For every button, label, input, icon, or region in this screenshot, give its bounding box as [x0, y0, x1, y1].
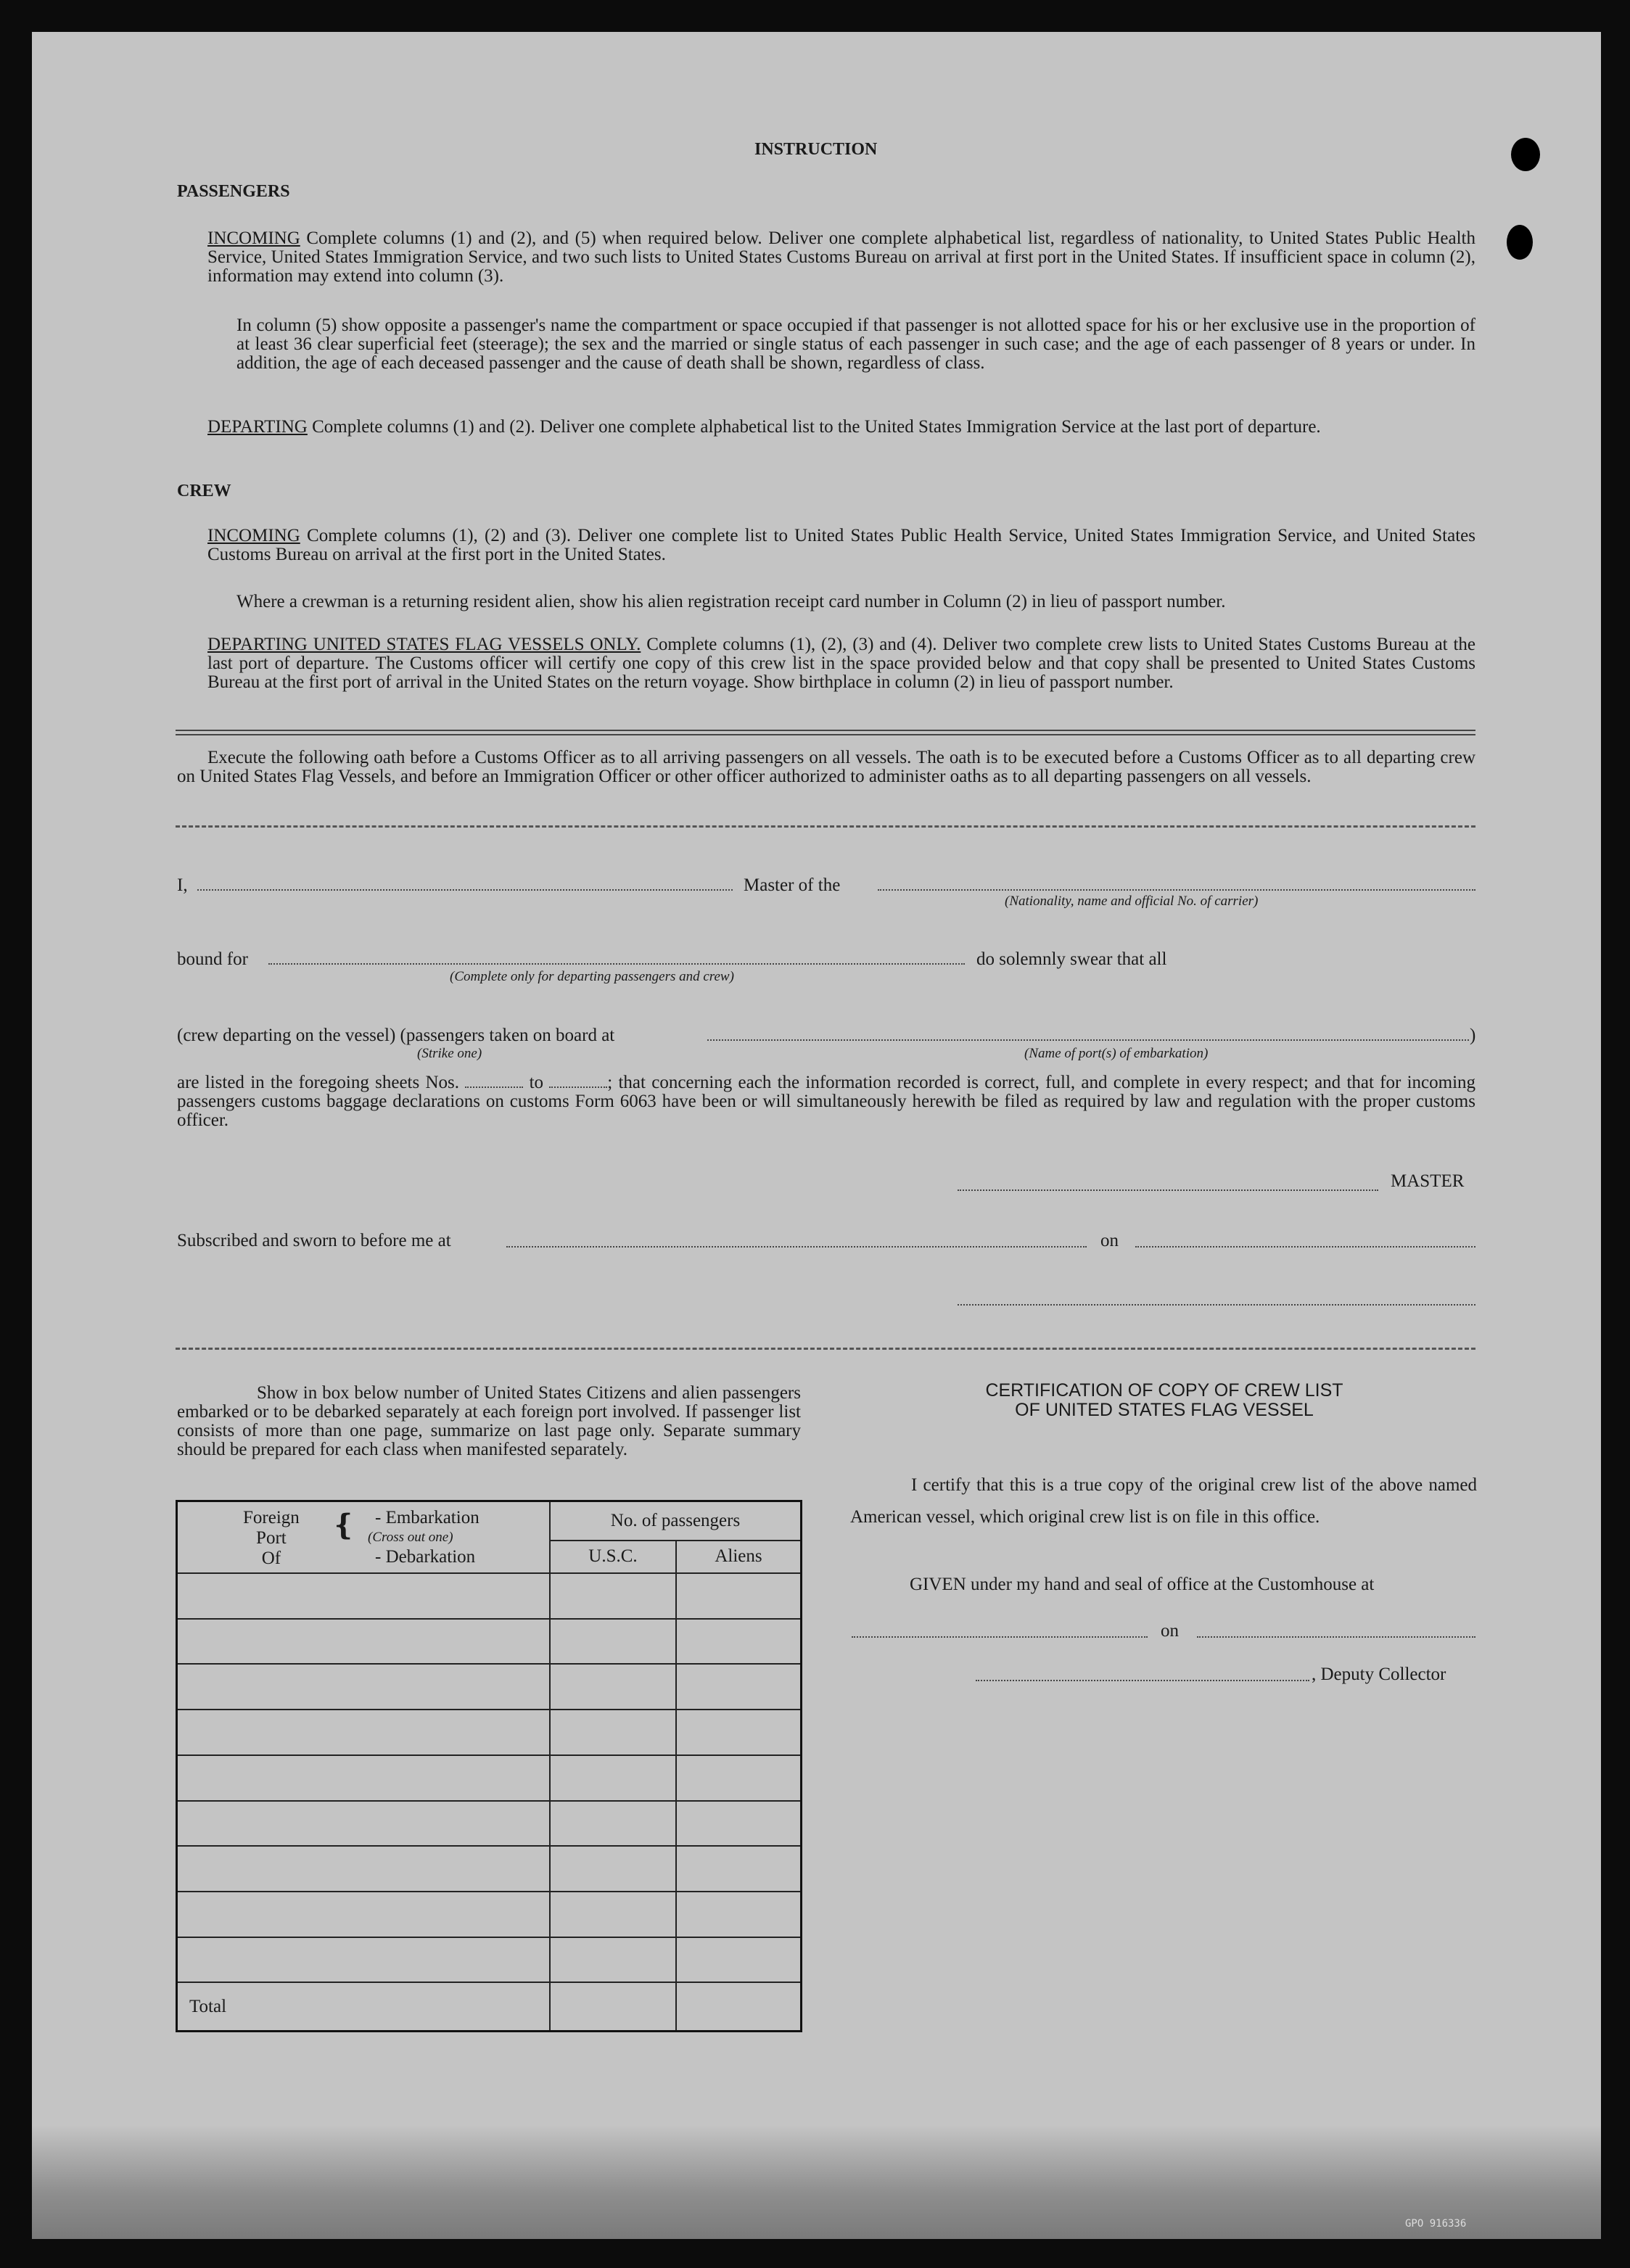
customhouse-field[interactable] [852, 1636, 1148, 1638]
strike-text: (crew departing on the vessel) (passengers taken on board at [177, 1026, 615, 1045]
port-cell[interactable] [177, 1619, 551, 1665]
strike-caption: (Strike one) [417, 1046, 482, 1061]
sheets-paragraph [177, 1073, 1475, 1130]
passengers-departing-text: Complete columns (1) and (2). Deliver one complete alphabetical list to the United States Immigration Service at the last port of departure. [312, 417, 1321, 437]
aliens-cell[interactable] [676, 1664, 802, 1710]
port-cell[interactable] [177, 1892, 551, 1937]
punch-hole-top [1511, 138, 1540, 171]
port-cell[interactable] [177, 1710, 551, 1755]
gpo-code: GPO 916336 [1405, 2218, 1467, 2230]
embarkation-label: - Embarkation [375, 1508, 479, 1527]
subscribed-date-field[interactable] [1135, 1246, 1475, 1248]
bound-for-field[interactable] [268, 963, 965, 965]
brace: ❴ [332, 1509, 356, 1541]
oath-i-label: I, [177, 875, 188, 895]
embarkation-port-field[interactable] [707, 1039, 1469, 1041]
crew-departing-paragraph [207, 635, 1475, 692]
section-divider-1 [176, 730, 1475, 731]
swear-text: do solemnly swear that all [976, 949, 1167, 969]
crew-incoming-text: Complete columns (1), (2) and (3). Deliver one complete list to United States Public Health Service, United States Immigration Service, and United States Customs Bureau on arrival at the first port in the United States. [207, 526, 1475, 564]
port-cell[interactable] [177, 1846, 551, 1892]
debarkation-label: - Debarkation [375, 1547, 476, 1567]
usc-cell[interactable] [550, 1937, 676, 1983]
usc-cell[interactable] [550, 1619, 676, 1665]
foreign-label: Foreign [243, 1508, 300, 1527]
deputy-collector-label: , Deputy Collector [1312, 1665, 1446, 1684]
master-of-label: Master of the [744, 875, 841, 895]
officer-signature-field[interactable] [958, 1304, 1475, 1306]
usc-cell[interactable] [550, 1892, 676, 1937]
summary-instructions: Show in box below number of United States Citizens and alien passengers embarked or to be debarked separately at each foreign port involved. If passenger list consists of more than one page, summarize on last page only. Separate summary should be prepared for each class when manifested separately. [177, 1383, 801, 1459]
master-signature-field[interactable] [958, 1189, 1378, 1191]
subscribed-label: Subscribed and sworn to before me at [177, 1231, 451, 1250]
usc-cell[interactable] [550, 1755, 676, 1801]
scan-shadow [32, 2125, 1601, 2239]
aliens-cell[interactable] [676, 1755, 802, 1801]
crew-incoming-paragraph [207, 527, 1475, 564]
usc-total-cell[interactable] [550, 1982, 676, 2031]
carrier-caption: (Nationality, name and official No. of carrier) [1005, 894, 1259, 909]
master-name-field[interactable] [197, 889, 733, 891]
aliens-header: Aliens [676, 1541, 802, 1573]
subscribed-place-field[interactable] [506, 1246, 1087, 1248]
given-text: GIVEN under my hand and seal of office at the Customhouse at [910, 1575, 1375, 1594]
certification-title-line-2: OF UNITED STATES FLAG VESSEL [1015, 1400, 1314, 1420]
crew-heading: CREW [177, 482, 231, 500]
foreign-port-header [177, 1501, 551, 1573]
carrier-field[interactable] [878, 889, 1475, 891]
aliens-cell[interactable] [676, 1892, 802, 1937]
oath-divider [176, 825, 1475, 828]
cross-out-label: (Cross out one) [368, 1530, 453, 1545]
port-cell[interactable] [177, 1937, 551, 1983]
aliens-cell[interactable] [676, 1801, 802, 1847]
crew-departing-text: Complete columns (1), (2), (3) and (4). Deliver two complete crew lists to United States Customs Bureau at the last port of departure. The Customs officer will certify one copy of this crew list in the space provided below and that copy shall be presented to United States Customs Bureau at the first port of arrival in the United States on the return voyage. Show birthplace in column (2) in lieu of passport number. [207, 635, 1476, 692]
aliens-cell[interactable] [676, 1846, 802, 1892]
close-paren: ) [1470, 1026, 1476, 1045]
port-cell[interactable] [177, 1664, 551, 1710]
punch-hole-bottom [1507, 225, 1533, 260]
no-passengers-header: No. of passengers [550, 1501, 802, 1541]
sheets-rest-text: ; that concerning each the information recorded is correct, full, and complete in every respect; and that for incoming passengers customs baggage declarations on customs Form 6063 have been or will simultaneously herewith be filed as required by law and regulation with the proper customs officer. [177, 1073, 1476, 1130]
port-cell[interactable] [177, 1801, 551, 1847]
usc-cell[interactable] [550, 1664, 676, 1710]
certification-text: I certify that this is a true copy of the original crew list of the above named American vessel, which original crew list is on file in this office. [850, 1475, 1477, 1527]
certification-title [856, 1381, 1473, 1420]
certification-title-line-1: CERTIFICATION OF COPY OF CREW LIST [985, 1380, 1343, 1401]
sheets-to-label: to [529, 1073, 544, 1092]
usc-cell[interactable] [550, 1801, 676, 1847]
port-cell[interactable] [177, 1573, 551, 1619]
column5-paragraph: In column (5) show opposite a passenger's name the compartment or space occupied if that passenger is not allotted space for his or her exclusive use in the proportion of at least 36 clear superficial feet (steerage); the sex and the married or single status of each passenger in such case; and the age of each passenger of 8 years or under. In addition, the age of each deceased passenger and the cause of death shall be shown, regardless of class. [236, 316, 1475, 373]
passengers-incoming-label: INCOMING [207, 228, 300, 248]
page-title: INSTRUCTION [754, 140, 878, 159]
passengers-departing-label: DEPARTING [207, 417, 308, 437]
of-label: Of [261, 1549, 281, 1568]
aliens-cell[interactable] [676, 1619, 802, 1665]
passengers-departing-paragraph [207, 418, 1475, 437]
crew-incoming-label: INCOMING [207, 526, 300, 545]
aliens-cell[interactable] [676, 1710, 802, 1755]
deputy-signature-field[interactable] [976, 1680, 1309, 1681]
sheets-to-field[interactable] [549, 1086, 607, 1088]
crew-alien-paragraph: Where a crewman is a returning resident alien, show his alien registration receipt card number in Column (2) in lieu of passport number. [236, 592, 1226, 611]
aliens-total-cell[interactable] [676, 1982, 802, 2031]
certification-on-label: on [1161, 1621, 1179, 1641]
usc-cell[interactable] [550, 1710, 676, 1755]
port-label: Port [256, 1528, 287, 1548]
usc-cell[interactable] [550, 1573, 676, 1619]
aliens-cell[interactable] [676, 1937, 802, 1983]
crew-departing-label: DEPARTING UNITED STATES FLAG VESSELS ONLY. [207, 635, 641, 654]
usc-header: U.S.C. [550, 1541, 676, 1573]
passengers-incoming-text: Complete columns (1) and (2), and (5) when required below. Deliver one complete alphabetical list, regardless of nationality, to United States Public Health Service, United States Immigration Service, and two such lists to United States Customs Bureau on arrival at first port in the United States. If insufficient space in column (2), information may extend into column (3). [207, 228, 1475, 286]
sheets-from-field[interactable] [465, 1086, 523, 1088]
aliens-cell[interactable] [676, 1573, 802, 1619]
port-caption: (Name of port(s) of embarkation) [1024, 1046, 1209, 1061]
oath-bottom-divider [176, 1348, 1475, 1350]
sheets-label: are listed in the foregoing sheets Nos. [177, 1073, 460, 1092]
passengers-heading: PASSENGERS [177, 182, 290, 201]
section-divider-2 [176, 734, 1475, 735]
bound-for-label: bound for [177, 949, 248, 969]
passenger-summary-table [176, 1500, 802, 2032]
total-cell: Total [177, 1982, 551, 2031]
master-label: MASTER [1391, 1171, 1465, 1191]
bound-for-caption: (Complete only for departing passengers and crew) [450, 969, 734, 984]
certification-date-field[interactable] [1197, 1636, 1475, 1638]
port-cell[interactable] [177, 1755, 551, 1801]
usc-cell[interactable] [550, 1846, 676, 1892]
subscribed-on-label: on [1100, 1231, 1119, 1250]
passengers-incoming-paragraph [207, 229, 1475, 286]
oath-intro: Execute the following oath before a Customs Officer as to all arriving passengers on all vessels. The oath is to be executed before a Customs Officer as to all departing crew on United States Flag Vessels, and before an Immigration Officer or other officer authorized to administer oaths as to all departing passengers on all vessels. [177, 748, 1475, 786]
